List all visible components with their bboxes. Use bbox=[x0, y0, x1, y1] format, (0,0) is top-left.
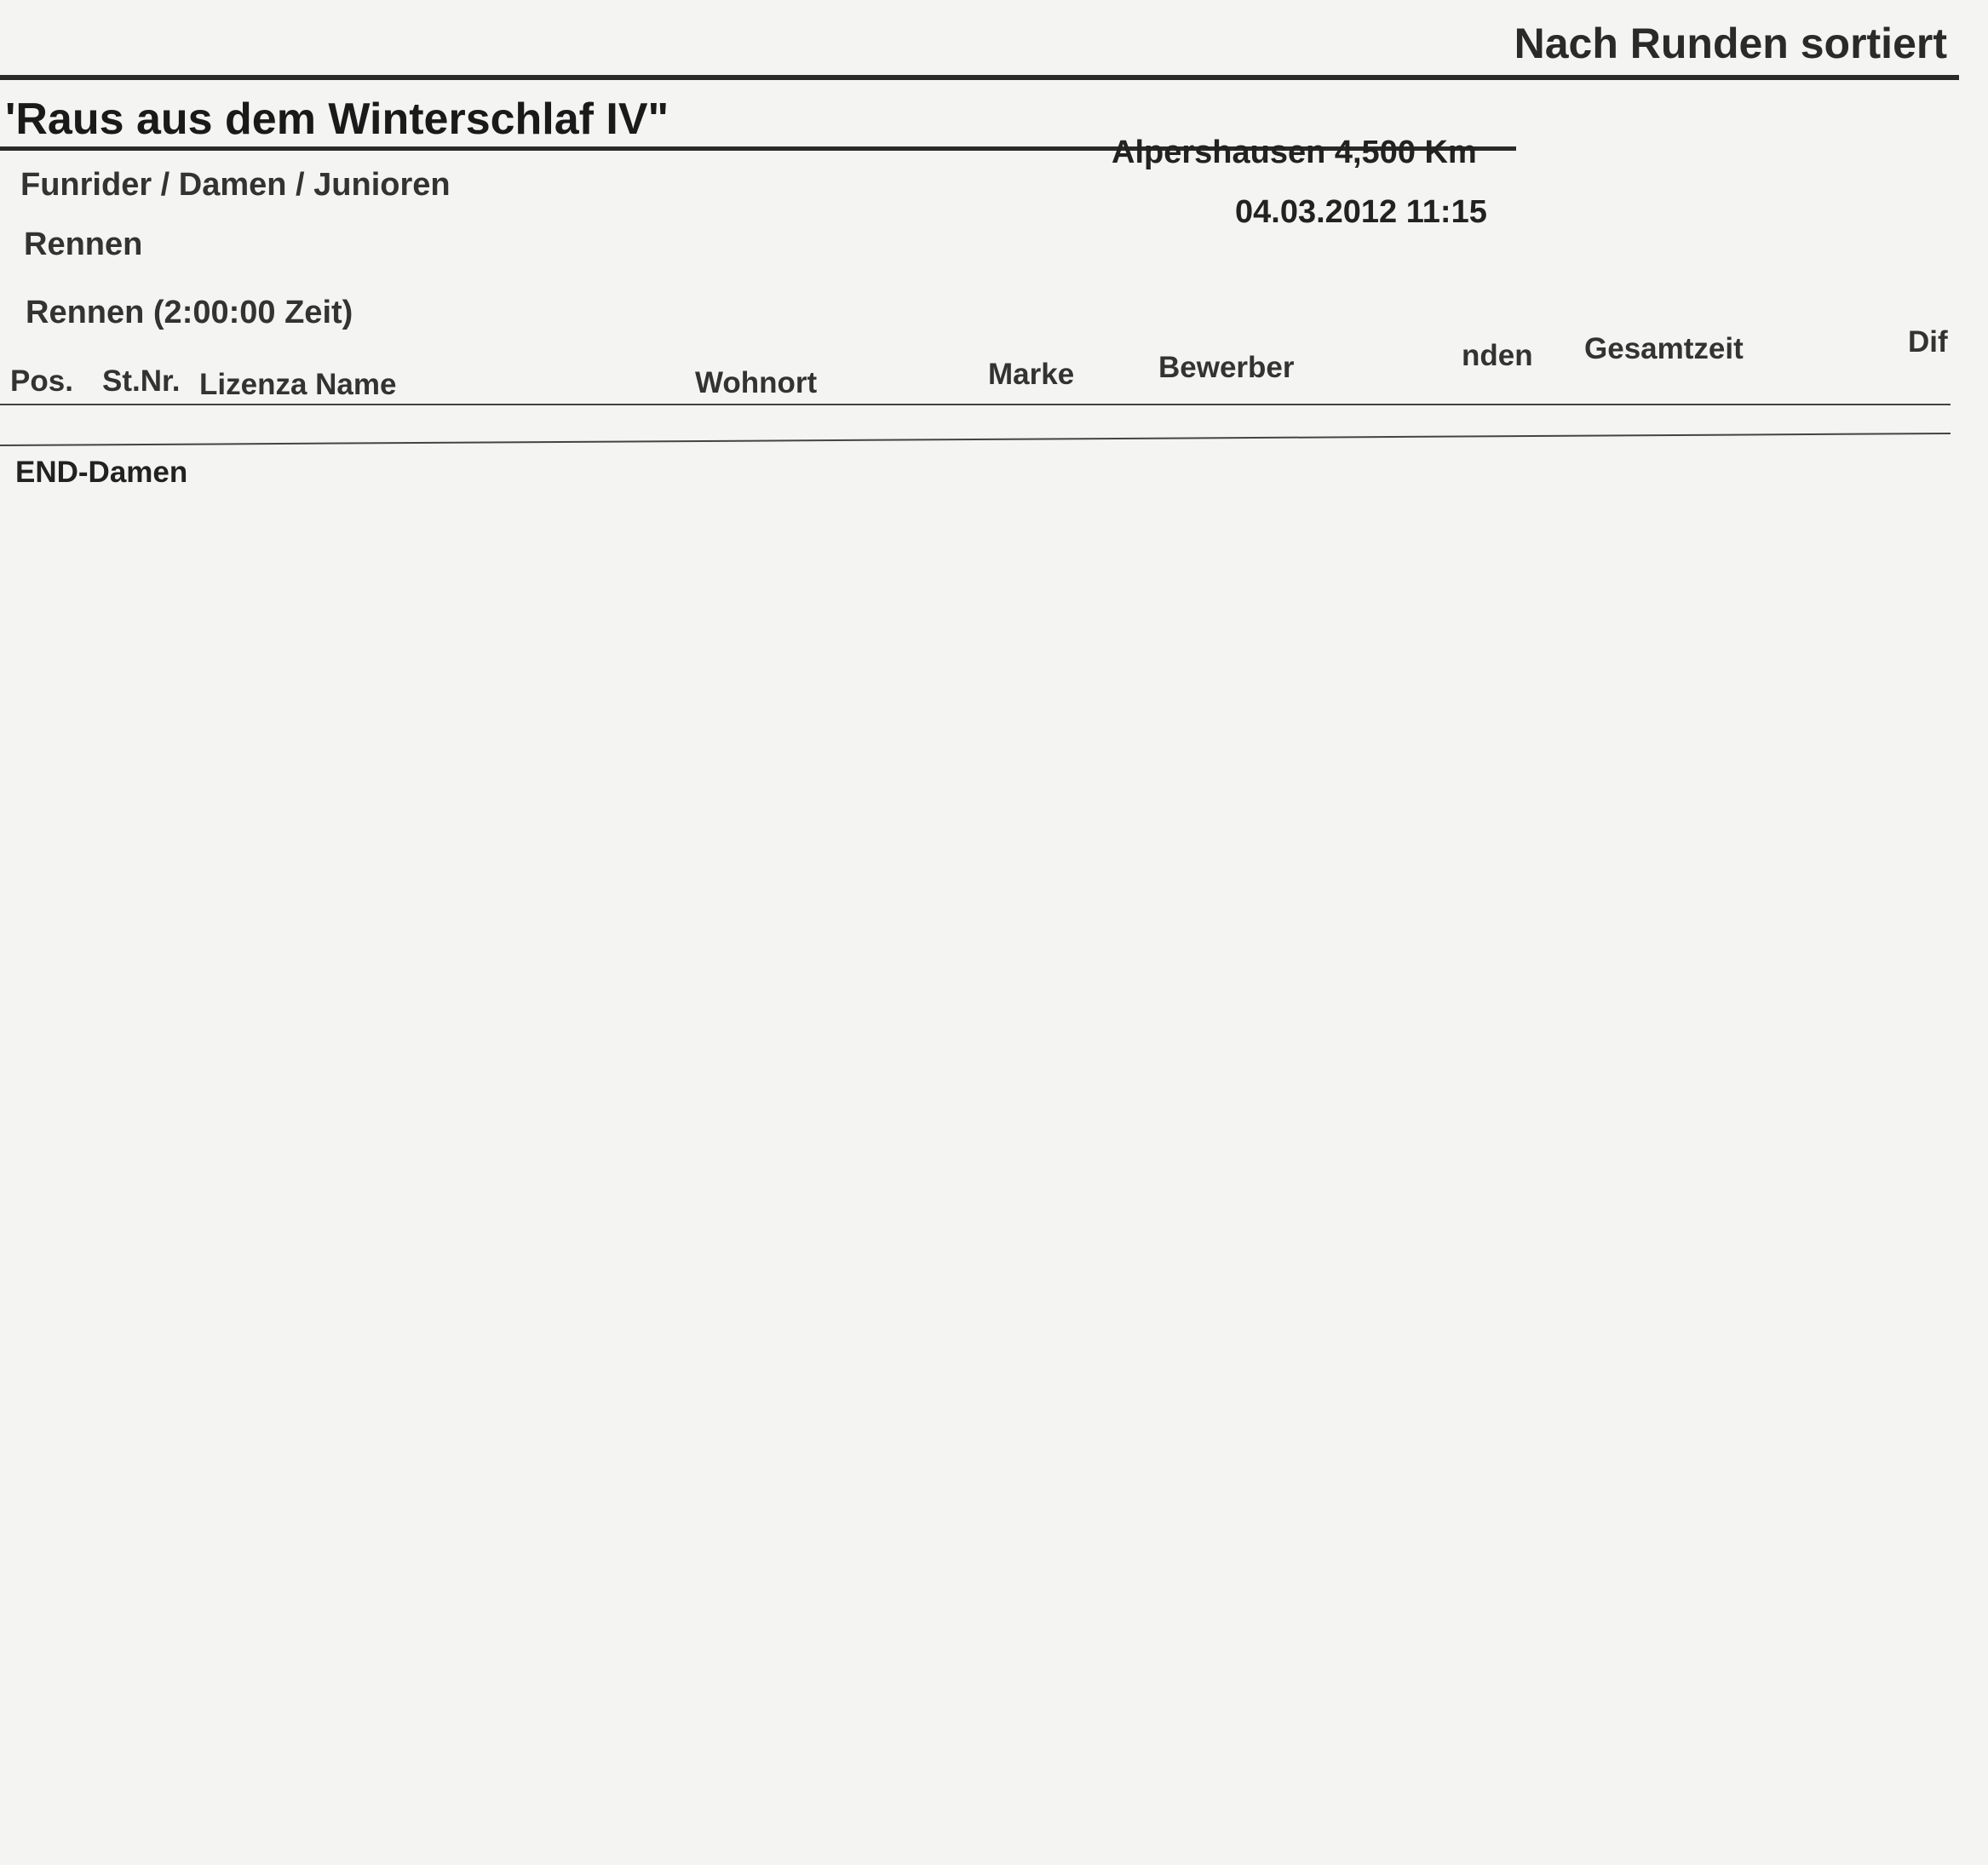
col-marke: Marke bbox=[988, 358, 1075, 391]
col-stnr: St.Nr. bbox=[102, 364, 181, 398]
race-datetime: 04.03.2012 11:15 bbox=[1235, 194, 1487, 230]
col-gesamtzeit: Gesamtzeit bbox=[1584, 332, 1744, 365]
class-list: Funrider / Damen / Junioren bbox=[20, 167, 451, 203]
col-runden: nden bbox=[1462, 339, 1533, 372]
col-bewerber: Bewerber bbox=[1158, 351, 1295, 384]
session-detail: Rennen (2:00:00 Zeit) bbox=[26, 295, 353, 330]
top-rule bbox=[0, 75, 1959, 80]
col-pos: Pos. bbox=[10, 364, 73, 398]
header-rule bbox=[0, 404, 1951, 405]
category-rule bbox=[0, 433, 1951, 446]
venue: Alpershausen 4,500 Km bbox=[1112, 135, 1477, 170]
col-lizenza-name: Lizenza Name bbox=[199, 368, 397, 401]
col-dif: Dif bbox=[1908, 325, 1948, 359]
event-title: 'Raus aus dem Winterschlaf IV" bbox=[5, 95, 669, 144]
sort-label: Nach Runden sortiert bbox=[1514, 20, 1947, 67]
col-wohnort: Wohnort bbox=[695, 366, 818, 399]
category-heading: END-Damen bbox=[15, 456, 188, 489]
session-name: Rennen bbox=[24, 227, 143, 262]
